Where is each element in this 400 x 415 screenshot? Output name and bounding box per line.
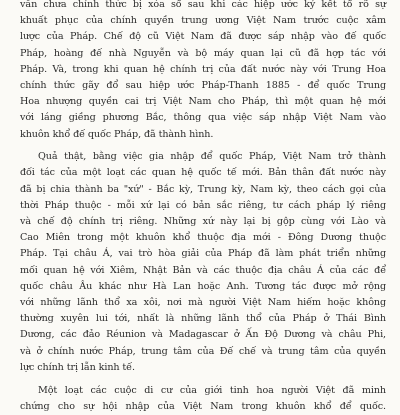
text-line: quốc châu Âu khác như Hà Lan hoặc Anh. Tương tác được mở rộng [20, 280, 386, 292]
text-line: thường xuyên lui tới, nhất là những lãnh thổ của Pháp ở Thái Bình [20, 313, 386, 325]
paragraph-3 [20, 383, 386, 415]
text-line: khuôn khổ đế quốc Pháp, đã thành hình. [20, 128, 214, 140]
text-line: Một loạt các cuộc di cư của giới tinh hoa người Việt đã minh [38, 384, 386, 396]
text-line: đã bị chia thành ba "xứ" - Bắc kỳ, Trung kỳ, Nam kỳ, theo cách gọi của [20, 183, 386, 195]
text-line: Quả thật, bằng việc gia nhập để quốc Pháp, Việt Nam trở thành [38, 151, 386, 163]
text-line: đối tác của một loạt các quan hệ quốc tế mới. Bản thân đất nước này [20, 167, 386, 179]
paragraph-spacer [20, 143, 386, 150]
text-line: khuất phục của chính quyền trung ương Việt Nam trước cuộc xâm [20, 15, 386, 27]
text-line: với láng giềng phương Bắc, thông qua việc sáp nhập Việt Nam vào [20, 112, 386, 124]
text-line: chứng cho sự hội nhập của Việt Nam trong khuôn khổ để quốc. [20, 400, 386, 412]
text-line: chính thức gãy đổ sau hiệp ước Pháp-Thanh 1885 - để quốc Trung [20, 79, 386, 91]
text-line: với những lãnh thổ xa xôi, nơi mà người Việt Nam hiếm hoặc không [20, 296, 386, 308]
body-text [20, 0, 386, 415]
text-line: và chế độ chính trị riêng. Những xứ này lại bị gộp cùng với Lào và [20, 216, 386, 228]
paragraph-2 [20, 149, 386, 376]
paragraph-spacer [20, 376, 386, 383]
text-line: Pháp, hoàng đế nhà Nguyễn và bộ máy quan lại cũ đã hợp tác với [20, 47, 386, 59]
text-line: lực chính trị lẫn kinh tế. [20, 361, 135, 373]
text-line: lược của Pháp. Chế độ cũ Việt Nam đã được sáp nhập vào đế quốc [20, 31, 386, 43]
text-line: và ở chính nước Pháp, trung tâm của Đế chế và trung tâm của quyền [20, 345, 386, 357]
text-line: Pháp. Tại châu Á, vai trò hòa giải của Pháp đã làm phát triển những [20, 248, 386, 260]
text-line: thời Pháp thuộc - mỗi xứ lại có bản sắc riêng, tư cách pháp lý riêng [20, 199, 386, 211]
text-line: Dương, các đảo Réunion và Madagascar ở Ấn Độ Dương và châu Phi, [20, 329, 386, 341]
text-line: vẫn chưa chính thức bị xóa sổ sau khi các hiệp ước ký kết tổ rõ sự [20, 0, 386, 10]
text-line: Pháp. Và, trong khi quan hệ chính trị của đất nước này với Trung Hoa [20, 63, 386, 75]
paragraph-1 [20, 0, 386, 143]
text-line: Hoa nhượng quyền cai trị Việt Nam cho Pháp, thì một quan hệ mới [20, 96, 386, 108]
text-line: Cao Miên trong một khuôn khổ thuộc địa mới - Đông Dương thuộc [20, 232, 386, 244]
text-line: mối quan hệ với Xiêm, Nhật Bản và các thuộc địa châu Á của các để [20, 264, 386, 276]
